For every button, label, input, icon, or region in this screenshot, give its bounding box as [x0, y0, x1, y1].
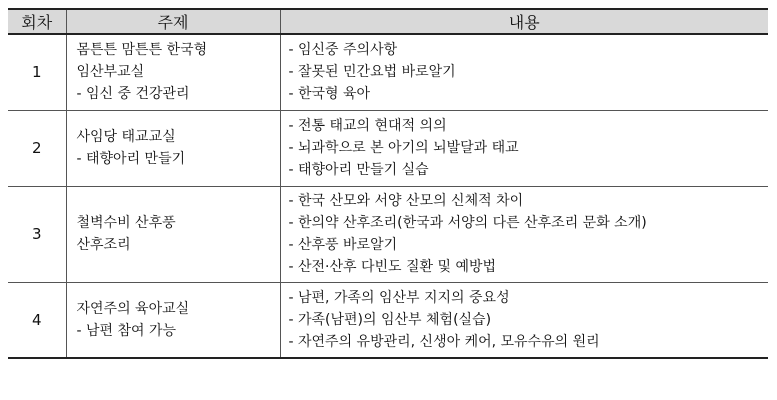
topic-line: - 남편 참여 가능 — [76, 322, 177, 339]
schedule-table-container — [8, 8, 768, 359]
session-number: 2 — [8, 110, 66, 186]
header-topic: 주제 — [66, 9, 280, 34]
table-row — [8, 34, 768, 110]
header-session: 회차 — [8, 9, 66, 34]
topic-line: 철벽수비 산후풍 — [76, 215, 176, 231]
content-line: - 전통 태교의 현대적 의의 — [288, 118, 447, 134]
content-line: - 태향아리 만들기 실습 — [288, 162, 429, 178]
table-body — [8, 34, 768, 358]
table-row — [8, 110, 768, 186]
header-content: 내용 — [280, 9, 768, 34]
session-number: 1 — [8, 34, 66, 110]
content-line: - 잘못된 민간요법 바로알기 — [288, 64, 456, 81]
content-line: - 산전·산후 다빈도 질환 및 예방법 — [288, 259, 497, 275]
topic-line: - 태향아리 만들기 — [76, 151, 186, 167]
topic-line: - 임신 중 건강관리 — [76, 86, 190, 103]
content-line: - 가족(남편)의 임산부 체험(실습) — [288, 311, 492, 328]
topic-cell — [66, 186, 280, 282]
topic-line: 산후조리 — [76, 237, 131, 253]
topic-line: 사임당 태교교실 — [76, 129, 176, 145]
content-line: - 자연주의 유방관리, 신생아 케어, 모유수유의 원리 — [288, 333, 600, 350]
session-number: 3 — [8, 186, 66, 282]
content-cell — [280, 282, 768, 358]
topic-cell — [66, 34, 280, 110]
table-row — [8, 186, 768, 282]
header-row — [8, 9, 768, 34]
content-line: - 한국 산모와 서양 산모의 신체적 차이 — [288, 193, 524, 209]
content-line: - 뇌과학으로 본 아기의 뇌발달과 태교 — [288, 140, 519, 156]
content-line: - 임신중 주의사항 — [288, 42, 398, 59]
content-line: - 남편, 가족의 임산부 지지의 중요성 — [288, 289, 510, 306]
topic-line: 몸튼튼 맘튼튼 한국형 — [76, 42, 208, 59]
topic-cell — [66, 110, 280, 186]
content-cell — [280, 110, 768, 186]
content-line: - 한국형 육아 — [288, 86, 371, 103]
content-line: - 한의약 산후조리(한국과 서양의 다른 산후조리 문화 소개) — [288, 215, 647, 231]
topic-line: 임산부교실 — [76, 64, 145, 81]
content-line: - 산후풍 바로알기 — [288, 237, 398, 253]
session-number: 4 — [8, 282, 66, 358]
table-header — [8, 9, 768, 34]
content-cell — [280, 186, 768, 282]
topic-line: 자연주의 육아교실 — [76, 300, 190, 317]
program-schedule-table — [8, 8, 768, 359]
topic-cell — [66, 282, 280, 358]
table-row — [8, 282, 768, 358]
content-cell — [280, 34, 768, 110]
